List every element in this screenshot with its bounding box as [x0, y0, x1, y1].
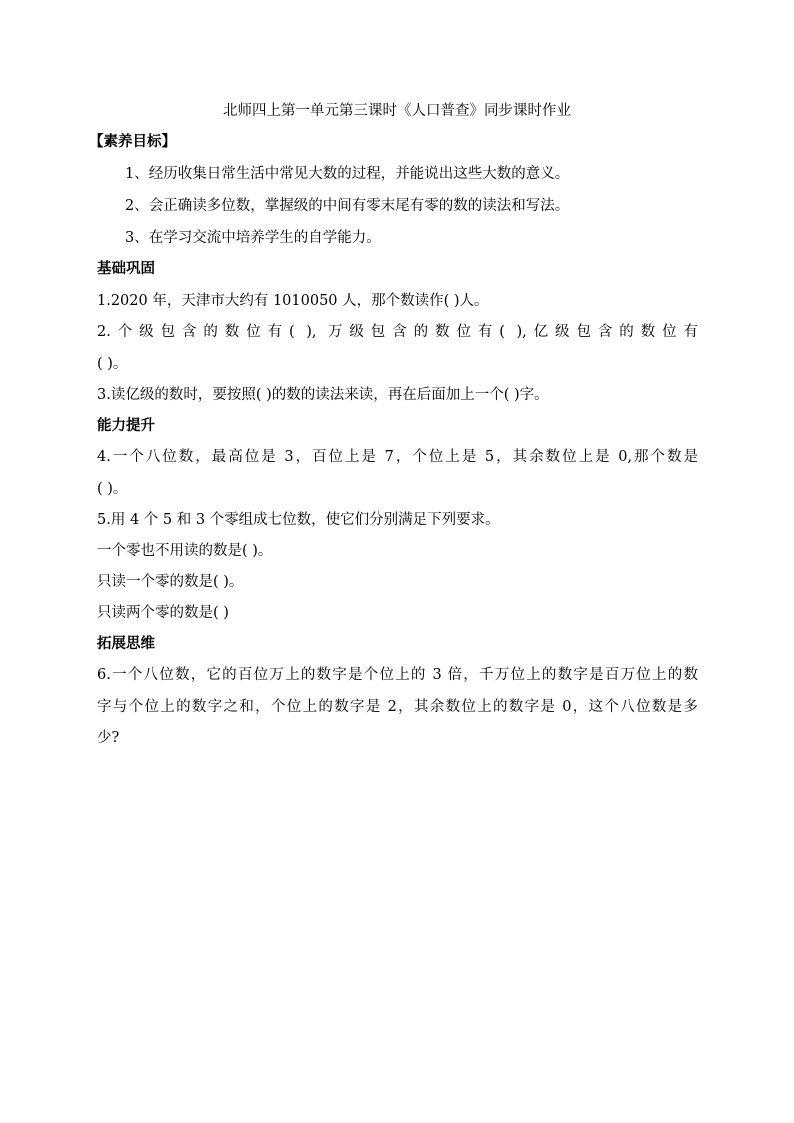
goal-item-1: 1、经历收集日常生活中常见大数的过程，并能说出这些大数的意义。: [125, 166, 570, 182]
question-4-line-1: 4.一个八位数，最高位是 3，百位上是 7，个位上是 5，其余数位上是 0,那个数是: [97, 449, 698, 465]
question-5-part-c: 只读两个零的数是( ): [97, 605, 229, 621]
question-6-line-3: 少?: [97, 730, 120, 746]
question-5-part-a: 一个零也不用读的数是( )。: [97, 543, 273, 559]
question-5: 5.用 4 个 5 和 3 个零组成七位数，使它们分别满足下列要求。: [97, 512, 500, 528]
question-6-line-1: 6.一个八位数，它的百位万上的数字是个位上的 3 倍，千万位上的数字是百万位上的数: [97, 667, 698, 683]
question-6-line-2: 字与个位上的数字之和，个位上的数字是 2，其余数位上的数字是 0，这个八位数是多: [97, 699, 698, 715]
question-2-line-2: ( )。: [97, 356, 128, 372]
goal-item-2: 2、会正确读多位数，掌握级的中间有零末尾有零的数的读法和写法。: [125, 198, 570, 214]
basic-heading: 基础巩固: [97, 261, 155, 277]
question-4-line-2: ( )。: [97, 481, 128, 497]
question-1: 1.2020 年，天津市大约有 1010050 人，那个数读作( )人。: [97, 293, 489, 309]
extend-heading: 拓展思维: [97, 636, 155, 652]
page-title: 北师四上第一单元第三课时《人口普查》同步课时作业: [223, 103, 571, 119]
goals-heading: 【素养目标】: [89, 134, 176, 150]
question-5-part-b: 只读一个零的数是( )。: [97, 574, 244, 590]
question-3: 3.读亿级的数时，要按照( )的数的读法来读，再在后面加上一个( )字。: [97, 387, 549, 403]
question-2-line-1: 2.个级包含的数位有( ), 万级包含的数位有( ),亿级包含的数位有: [97, 324, 698, 340]
goal-item-3: 3、在学习交流中培养学生的自学能力。: [125, 230, 381, 246]
ability-heading: 能力提升: [97, 418, 155, 434]
